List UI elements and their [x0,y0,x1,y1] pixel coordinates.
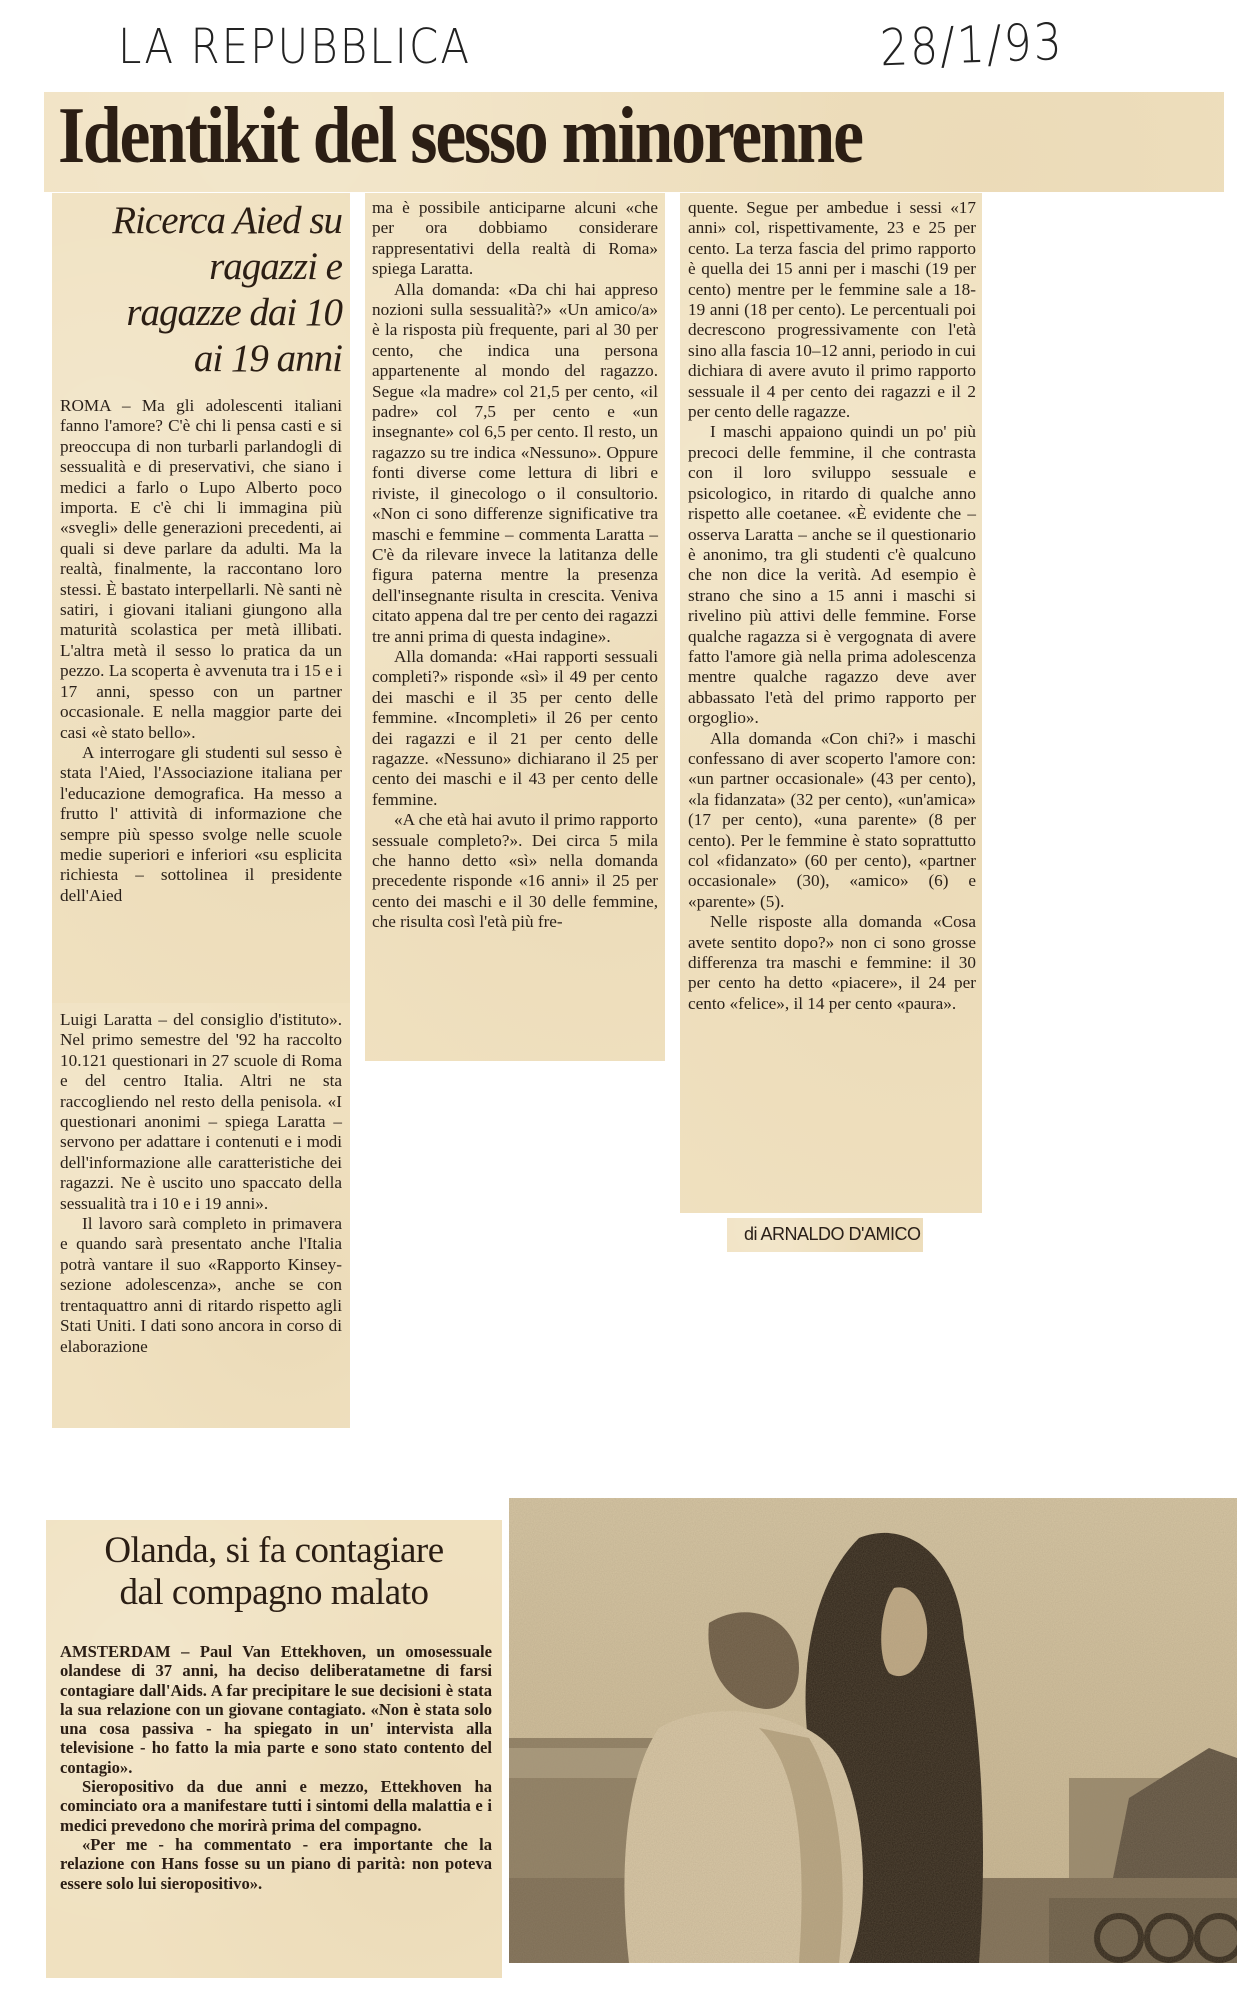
paragraph: Luigi Laratta – del consiglio d'istituto». Nel primo semestre del '92 ha raccolto 10.121 questionari in 27 scuole di Roma e del centro Italia. Altri ne sta raccogliendo nel resto della penisola. «I questionari anonimi – spiega Laratta – servono per adattare i contenuti e i modi dell'informazione alle caratteristiche dei ragazzi. Ne è uscito uno spaccato della sessualità tra i 10 e i 19 anni». [60,1010,342,1213]
subheadline-line: ragazze dai 10 [126,291,342,334]
secondary-headline-line: dal compagno malato [119,1572,429,1613]
article-column-1 [60,396,342,906]
paragraph: ROMA – Ma gli adolescenti italiani fanno l'amore? C'è chi li pensa casti e si preoccupa di non turbarli parlandogli di sessualità e di preservativi, che siano i medici a farlo o Lupo Alberto poco importa. E c'è chi li immagina più «svegli» delle generazioni precedenti, ai quali si deve parlare da adulti. Ma la realtà, finalmente, la raccontano loro stessi. È bastato interpellarli. Nè santi nè satiri, i giovani italiani giungono alla maturità scolastica per metà illibati. L'altra metà il sesso lo pratica da un pezzo. La scoperta è avvenuta tra i 15 e i 17 anni, spesso con un partner occasionale. E nella maggior parte dei casi «è stato bello». [60,396,342,742]
subheadline-line: Ricerca Aied su [112,199,342,242]
article-subheadline [60,198,342,382]
handwritten-publication-name: LA REPUBBLICA [118,18,472,75]
paragraph: AMSTERDAM – Paul Van Ettekhoven, un omosessuale olandese di 37 anni, ha deciso deliberatametne di farsi contagiare dall'Aids. A far precipitare le sue decisioni è stata la sua relazione con un giovane contagiato. «Non è stata solo una cosa passiva - ha spiegato in un' intervista alla televisione - ho fatto la mia parte e sono stato contento del contagio». [60,1642,492,1777]
paragraph: quente. Segue per ambedue i sessi «17 anni» col, rispettivamente, 23 e 25 per cento. La terza fascia del primo rapporto è quella dei 15 anni per i maschi (19 per cento) mentre per le femmine sale a 18-19 anni (18 per cento). Le percentuali poi decrescono progressivamente con l'età sino alla fascia 10–12 anni, periodo in cui dichiara di avere avuto il primo rapporto sessuale il 4 per cento dei ragazzi e il 2 per cento delle ragazze. [688,198,976,422]
subheadline-line: ai 19 anni [193,337,342,380]
paragraph: Alla domanda «Con chi?» i maschi confessano di aver scoperto l'amore con: «un partner occasionale» (43 per cento), «la fidanzata» (32 per cento), «un'amica» (17 per cento), «una parente» (8 per cento). Per le femmine è stato soprattutto col «fidanzato» (60 per cento), «partner occasionale» (30), «amico» (6) e «parente» (5). [688,728,976,911]
handwritten-date: 28/1/93 [879,12,1065,79]
article-photo [509,1498,1237,1963]
article-byline: di ARNALDO D'AMICO [744,1224,921,1244]
paragraph: A interrogare gli studenti sul sesso è stata l'Aied, l'Associazione italiana per l'educazione demografica. Ha messo a frutto l' attività di informazione che sempre più spesso svolge nelle scuole medie superiori e inferiori «su esplicita richiesta – sottolinea il presidente dell'Aied [60,742,342,905]
subheadline-line: ragazzi e [209,245,342,288]
article-headline: Identikit del sesso minorenne [58,92,862,180]
paragraph: Il lavoro sarà completo in primavera e quando sarà presentato anche l'Italia potrà vantare il suo «Rapporto Kinsey-sezione adolescenza», anche se con trentaquattro anni di ritardo rispetto agli Stati Uniti. I dati sono ancora in corso di elaborazione [60,1214,342,1356]
secondary-headline [52,1530,496,1614]
paragraph: «Per me - ha commentato - era importante che la relazione con Hans fosse su un piano di parità: non poteva essere solo lui sieropositivo». [60,1834,492,1893]
article-column-3 [688,198,976,1014]
photo-couple-rooftop [509,1498,1237,1963]
paragraph: «A che età hai avuto il primo rapporto sessuale completo?». Dei circa 5 mila che hanno detto «sì» nella domanda precedente risponde «16 anni» il 25 per cento dei maschi e il 30 delle femmine, che risulta così l'età più fre- [372,810,658,932]
paragraph: Alla domanda: «Hai rapporti sessuali completi?» risponde «sì» il 49 per cento dei maschi e il 35 per cento delle femmine. «Incompleti» il 26 per cento dei ragazzi e il 21 per cento delle ragazze. «Nessuno» dichiarano il 25 per cento dei maschi e il 43 per cento delle femmine. [372,646,658,809]
article-column-1-continued [60,1010,342,1357]
paragraph: ma è possibile anticiparne alcuni «che per ora dobbiamo considerare rappresentativi della realtà di Roma» spiega Laratta. [372,198,658,279]
paragraph: Nelle risposte alla domanda «Cosa avete sentito dopo?» non ci sono grosse differenza tra maschi e femmine: il 30 per cento ha detto «piacere», il 24 per cento «felice», il 14 per cento «paura». [688,912,976,1013]
secondary-article-body [60,1642,492,1893]
article-column-2 [372,198,658,933]
paragraph: I maschi appaiono quindi un po' più precoci delle femmine, il che contrasta con il loro sviluppo sessuale e psicologico, in ritardo di qualche anno rispetto alle coetanee. «È evidente che – osserva Laratta – anche se il questionario è anonimo, tra gli studenti c'è qualcuno che non dice la verità. Ad esempio è strano che sino a 15 anni i maschi si rivelino più attivi delle femmine. Forse qualche ragazza si è vergognata di avere fatto l'amore già nella prima adolescenza mentre qualche ragazzo deve aver abbassato l'età del primo rapporto per orgoglio». [688,422,976,728]
paragraph: Alla domanda: «Da chi hai appreso nozioni sulla sessualità?» «Un amico/a» è la risposta più frequente, pari al 30 per cento, che indica una persona appartenente al mondo del ragazzo. Segue «la madre» col 21,5 per cento, «il padre» col 7,5 per cento e «un insegnante» col 6,5 per cento. Il resto, un ragazzo su tre indica «Nessuno». Oppure fonti diverse come lettura di libri e riviste, il ginecologo o il consultorio. «Non ci sono differenze significative tra maschi e femmine – commenta Laratta – C'è da rilevare invece la latitanza delle figura paterna mentre la presenza dell'insegnante risulta in crescita. Veniva citato appena dal tre per cento dei ragazzi tre anni prima di questa indagine». [372,279,658,646]
secondary-headline-line: Olanda, si fa contagiare [104,1530,444,1571]
paragraph: Sieropositivo da due anni e mezzo, Ettekhoven ha cominciato ora a manifestare tutti i sintomi della malattia e i medici prevedono che morirà prima del compagno. [60,1777,492,1835]
